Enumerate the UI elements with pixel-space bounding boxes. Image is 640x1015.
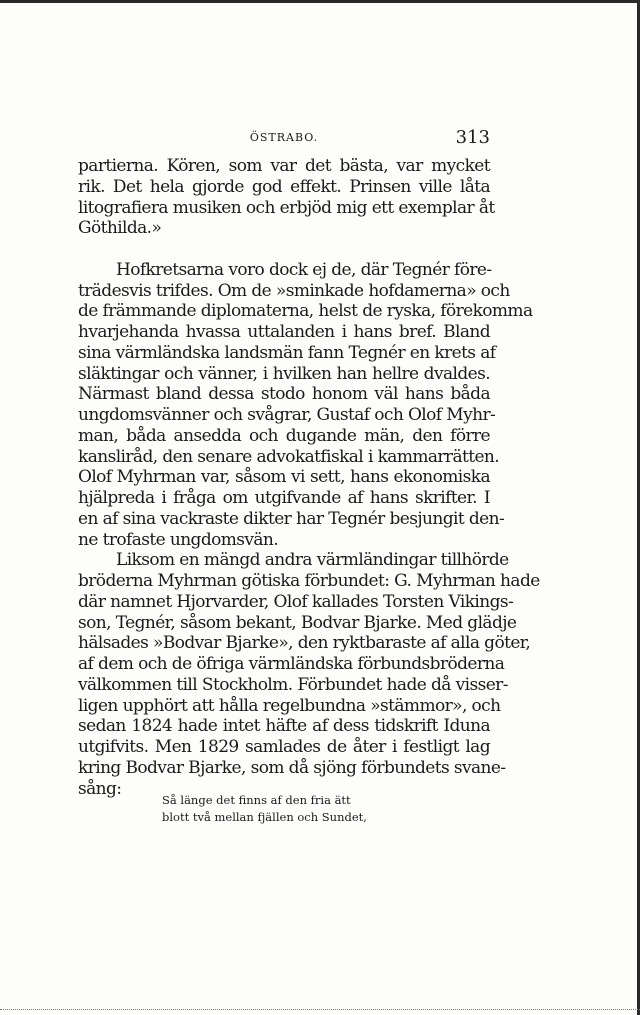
text-line: hjälpreda i fråga om utgifvande af hans skrifter. I bbox=[78, 488, 490, 508]
text-line: kring Bodvar Bjarke, som då sjöng förbundets svane- bbox=[78, 757, 506, 778]
paragraph-1 bbox=[78, 156, 495, 239]
text-line: Olof Myhrman var, såsom vi sett, hans ekonomiska bbox=[78, 467, 490, 488]
text-line: där namnet Hjorvarder, Olof kallades Torsten Vikings- bbox=[78, 591, 514, 612]
paragraph-3 bbox=[78, 550, 540, 799]
text-line: man, båda ansedda och dugande män, den förre bbox=[78, 425, 490, 446]
text-line: ne trofaste ungdomsvän. bbox=[78, 529, 279, 550]
text-line: Hofkretsarna voro dock ej de, där Tegnér före- bbox=[116, 259, 492, 280]
text-line: släktingar och vänner, i hvilken han hellre dvaldes. bbox=[78, 363, 490, 384]
scan-edge-top bbox=[0, 0, 640, 3]
text-line: de främmande diplomaterna, helst de ryska, förekomma bbox=[78, 301, 533, 322]
running-head: ÖSTRABO. bbox=[249, 131, 319, 144]
text-line: trädesvis trifdes. Om de »sminkade hofdamerna» och bbox=[78, 280, 510, 301]
text-line: bröderna Myhrman götiska förbundet: G. Myhrman hade bbox=[78, 571, 540, 591]
paragraph-2 bbox=[78, 259, 533, 551]
text-line: Liksom en mängd andra värmländingar tillhörde bbox=[116, 550, 509, 571]
text-line: ungdomsvänner och svågrar, Gustaf och Olof Myhr- bbox=[78, 405, 496, 425]
text-line: ligen upphört att hålla regelbundna »stämmor», och bbox=[78, 695, 501, 716]
page-number: 313 bbox=[455, 127, 490, 148]
text-line: Göthilda.» bbox=[78, 218, 162, 239]
body-text bbox=[78, 156, 540, 799]
text-line: en af sina vackraste dikter har Tegnér besjungit den- bbox=[78, 508, 505, 529]
text-line: kansliråd, den senare advokatfiskal i kammarrätten. bbox=[78, 446, 500, 467]
text-line: litografiera musiken och erbjöd mig ett exemplar åt bbox=[78, 197, 495, 218]
text-line: sina värmländska landsmän fann Tegnér en krets af bbox=[78, 342, 496, 363]
verse-line: Så länge det finns af den fria ätt bbox=[162, 793, 351, 807]
text-line: utgifvits. Men 1829 samlades de åter i festligt lag bbox=[78, 737, 490, 757]
text-line: partierna. Kören, som var det bästa, var mycket bbox=[78, 156, 490, 176]
scan-edge-bottom bbox=[0, 1009, 640, 1010]
paragraph-gap bbox=[78, 239, 490, 260]
text-line: af dem och de öfriga värmländska förbundsbröderna bbox=[78, 654, 505, 674]
text-line: son, Tegnér, såsom bekant, Bodvar Bjarke. Med glädje bbox=[78, 612, 517, 633]
text-line: hvarjehanda hvassa uttalanden i hans bref. Bland bbox=[78, 322, 490, 342]
verse-line: blott två mellan fjällen och Sundet, bbox=[162, 810, 367, 824]
page-header bbox=[78, 127, 490, 153]
verse-quote bbox=[162, 792, 462, 826]
text-line: sedan 1824 hade intet häfte af dess tidskrift Iduna bbox=[78, 716, 490, 737]
text-line: sång: bbox=[78, 778, 122, 799]
text-line: välkommen till Stockholm. Förbundet hade då visser- bbox=[78, 674, 508, 695]
text-line: rik. Det hela gjorde god effekt. Prinsen ville låta bbox=[78, 176, 490, 197]
text-line: hälsades »Bodvar Bjarke», den ryktbaraste af alla göter, bbox=[78, 633, 531, 654]
text-line: Närmast bland dessa stodo honom väl hans båda bbox=[78, 384, 490, 405]
